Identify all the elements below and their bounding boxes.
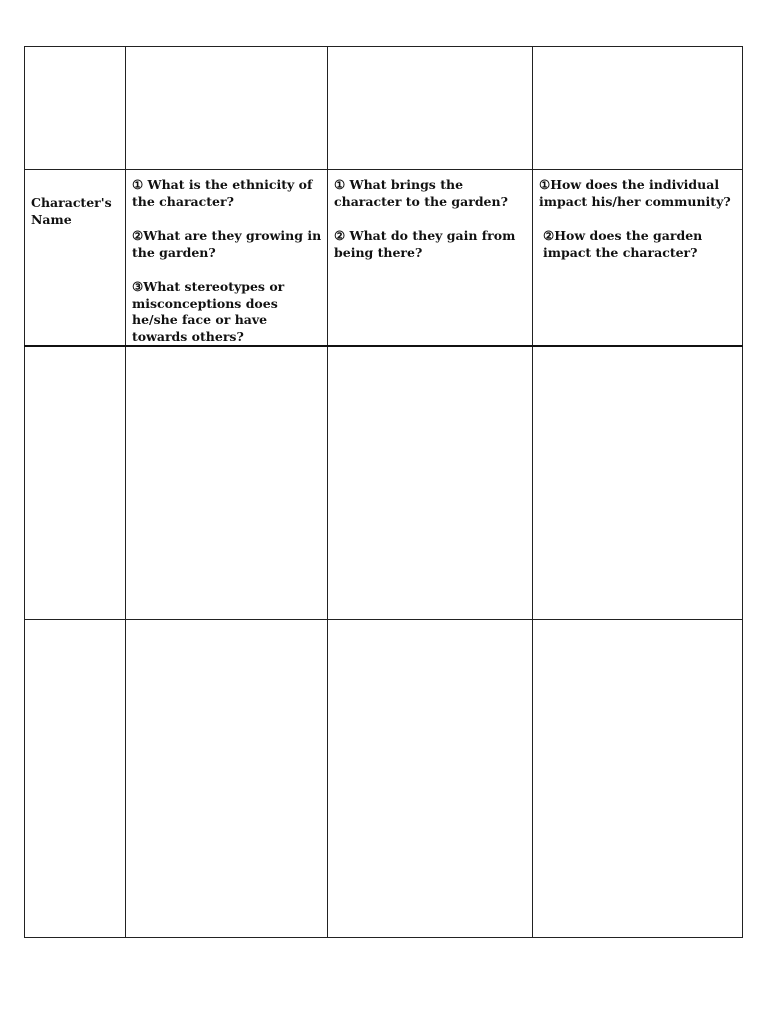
entry-answer-cell[interactable]: [533, 346, 743, 619]
blank-cell[interactable]: [126, 47, 328, 170]
entry-answer-cell[interactable]: [126, 619, 328, 937]
character-name-label: Character's Name: [31, 195, 112, 227]
entry-answer-cell[interactable]: [126, 346, 328, 619]
question-community-impact: ①How does the individual impact his/her community?: [539, 177, 731, 209]
character-chart-table: [24, 46, 743, 938]
question-gain-from-garden: ② What do they gain from being there?: [334, 228, 516, 260]
name-header-cell: [25, 170, 126, 347]
garden-motivation-questions-cell: [328, 170, 533, 347]
question-stereotypes: ③What stereotypes or misconceptions does he/she face or have towards others?: [132, 279, 285, 344]
character-analysis-worksheet: [24, 46, 742, 930]
question-ethnicity: ① What is the ethnicity of the character?: [132, 177, 313, 209]
question-growing: ②What are they growing in the garden?: [132, 228, 322, 260]
entry-answer-cell[interactable]: [328, 619, 533, 937]
blank-cell[interactable]: [25, 47, 126, 170]
question-brings-to-garden: ① What brings the character to the garden?: [334, 177, 508, 209]
ethnicity-questions-cell: [126, 170, 328, 347]
question-garden-impact: ②How does the garden impact the character?: [543, 228, 703, 260]
entry-name-cell[interactable]: [25, 619, 126, 937]
question-header-row: [25, 170, 743, 347]
blank-top-row: [25, 47, 743, 170]
entry-row: [25, 346, 743, 619]
blank-cell[interactable]: [533, 47, 743, 170]
entry-answer-cell[interactable]: [533, 619, 743, 937]
entry-row: [25, 619, 743, 937]
blank-cell[interactable]: [328, 47, 533, 170]
entry-name-cell[interactable]: [25, 346, 126, 619]
impact-questions-cell: [533, 170, 743, 347]
entry-answer-cell[interactable]: [328, 346, 533, 619]
